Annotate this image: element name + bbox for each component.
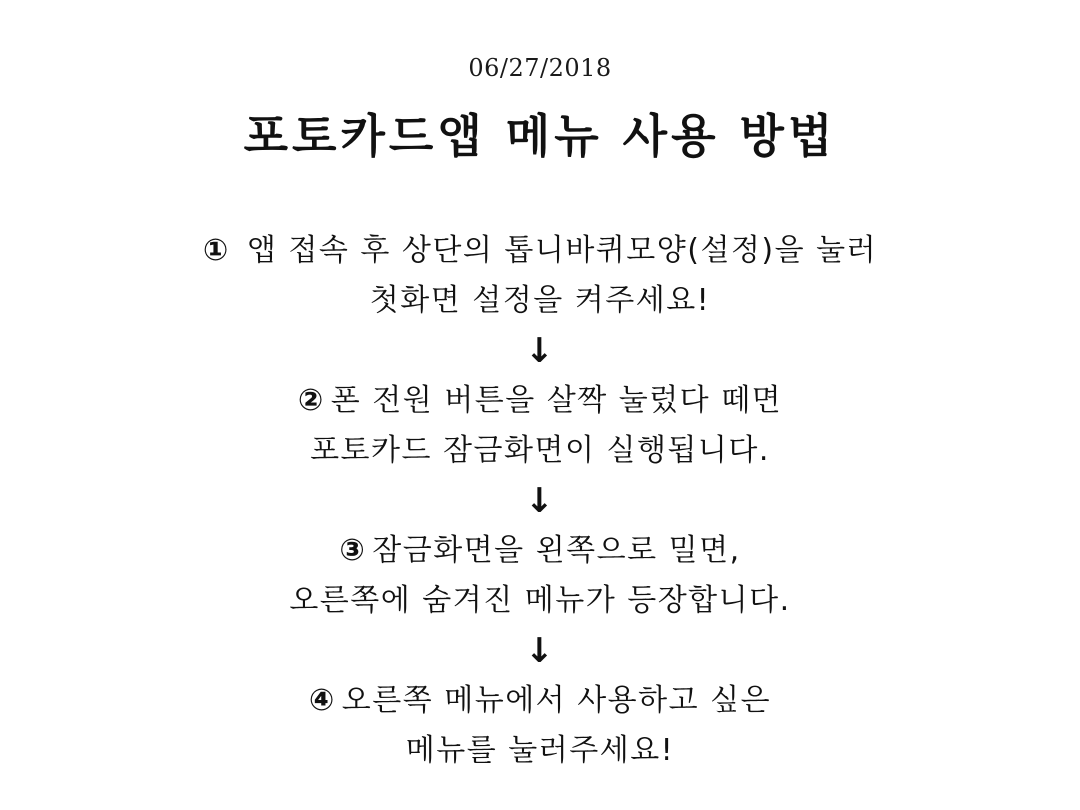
step-3-line-2: 오른쪽에 숨겨진 메뉴가 등장합니다. bbox=[289, 583, 791, 618]
step-4-text: 오른쪽 메뉴에서 사용하고 싶은 bbox=[341, 683, 772, 718]
step-2-number: ② bbox=[297, 383, 325, 418]
step-4-line-2: 메뉴를 눌러주세요! bbox=[405, 733, 675, 768]
step-2 bbox=[0, 376, 1080, 476]
step-3-text: 잠금화면을 왼쪽으로 밀면, bbox=[372, 533, 741, 568]
page-title: 포토카드앱 메뉴 사용 방법 bbox=[243, 109, 837, 163]
step-1 bbox=[0, 226, 1080, 326]
step-2-line-1 bbox=[0, 376, 1080, 426]
step-3 bbox=[0, 526, 1080, 626]
down-arrow-icon: ↓ bbox=[525, 331, 555, 371]
step-1-text: 앱 접속 후 상단의 톱니바퀴모양(설정)을 눌러 bbox=[246, 233, 878, 268]
step-1-line-2: 첫화면 설정을 켜주세요! bbox=[369, 283, 711, 318]
step-4-line-1 bbox=[0, 676, 1080, 726]
steps-list bbox=[0, 226, 1080, 776]
step-1-line-1 bbox=[0, 226, 1080, 276]
step-3-number: ③ bbox=[339, 533, 367, 568]
down-arrow-icon: ↓ bbox=[525, 631, 555, 671]
step-4 bbox=[0, 676, 1080, 776]
step-2-line-2: 포토카드 잠금화면이 실행됩니다. bbox=[310, 433, 770, 468]
step-4-number: ④ bbox=[308, 683, 336, 718]
date-label: 06/27/2018 bbox=[468, 54, 612, 82]
step-3-line-1 bbox=[0, 526, 1080, 576]
down-arrow-icon: ↓ bbox=[525, 481, 555, 521]
step-1-number: ① bbox=[202, 233, 230, 268]
step-2-text: 폰 전원 버튼을 살짝 눌렀다 떼면 bbox=[330, 383, 783, 418]
